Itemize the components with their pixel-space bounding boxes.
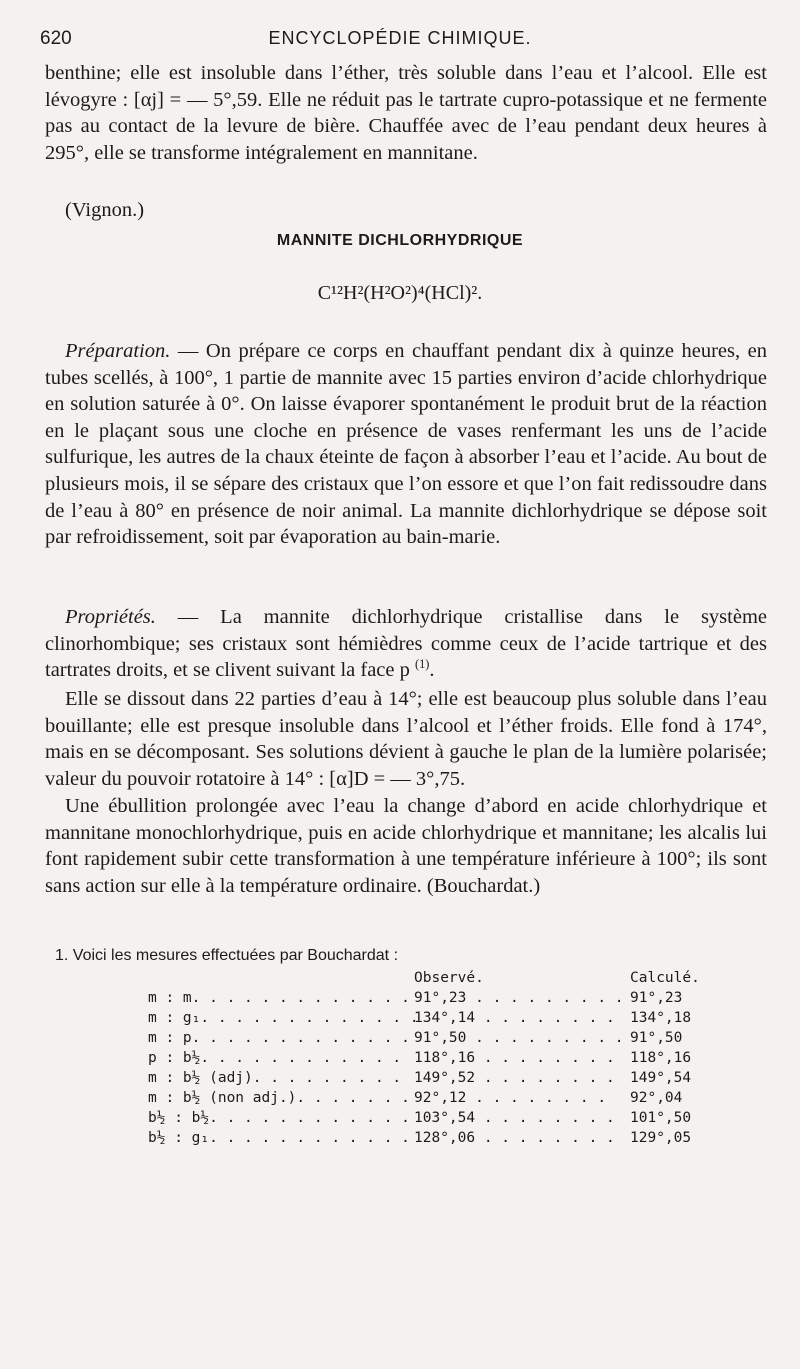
row-label: m : b½ (non adj.). . . . . . . xyxy=(148,1090,410,1106)
row-observed: 91°,50 . . . . . . . . . xyxy=(414,1030,624,1046)
properties-paragraph xyxy=(45,604,767,684)
boiling-paragraph: Une ébullition prolongée avec l’eau la change d’abord en acide chlorhydrique et mannitane monochlorhydrique, puis en acide chlorhydrique et mannitane; les alcalis lui font rapidement subir cette transformation à une température inférieure à 100°; ils sont sans action sur elle à la température ordinaire. (Bouchardat.) xyxy=(45,795,767,897)
solubility-paragraph: Elle se dissout dans 22 parties d’eau à 14°; elle est beaucoup plus soluble dans l’eau bouillante; elle est presque insoluble dans l’alcool et l’éther froids. Elle fond à 174°, mais en se décomposant. Ses solutions dévient à gauche le plan de la lumière polarisée; valeur du pouvoir rotatoire à 14° : [α]D = — 3°,75. xyxy=(45,688,767,790)
row-calculated: 91°,23 xyxy=(630,990,683,1006)
row-calculated: 101°,50 xyxy=(630,1110,692,1126)
footnote-reference[interactable]: (1) xyxy=(415,657,430,672)
properties-text-end: . xyxy=(429,659,435,682)
citation-vignon: (Vignon.) xyxy=(65,199,145,221)
row-observed: 118°,16 . . . . . . . . xyxy=(414,1050,615,1066)
row-calculated: 129°,05 xyxy=(630,1130,692,1146)
row-label: m : b½ (adj). . . . . . . . . xyxy=(148,1070,402,1086)
row-calculated: 118°,16 xyxy=(630,1050,692,1066)
page-number: 620 xyxy=(40,28,72,49)
intro-paragraph: benthine; elle est insoluble dans l’éther, très soluble dans l’eau et l’alcool. Elle est lévogyre : [αj] = — 5°,59. Elle ne réduit pas le tartrate cupro-potassique et ne fermente pas au contact de la levure de bière. Chauffée avec de l’eau pendant deux heures à 295°, elle se transforme intégralement en mannitane. xyxy=(45,62,767,164)
row-observed: 103°,54 . . . . . . . . xyxy=(414,1110,615,1126)
row-calculated: 91°,50 xyxy=(630,1030,683,1046)
running-head: ENCYCLOPÉDIE CHIMIQUE. xyxy=(268,28,532,48)
row-calculated: 92°,04 xyxy=(630,1090,683,1106)
preparation-text: — On prépare ce corps en chauffant pendant dix à quinze heures, en tubes scellés, à 100°, 1 partie de mannite avec 15 parties environ d’acide chlorhydrique en solution saturée à 0°. On laisse évaporer spontanément le produit brut de la réaction en le plaçant sous une cloche en présence de vases renfermant les uns de l’acide sulfurique, les autres de la chaux éteinte de façon à absorber l’eau et l’acide. Au bout de plusieurs mois, il se sépare des cristaux que l’on essore et que l’on fait redissoudre dans de l’eau à 80° en présence de noir animal. La mannite dichlorhydrique se dépose soit par refroidissement, soit par évaporation au bain-marie. xyxy=(45,340,767,549)
page-header xyxy=(40,28,760,52)
row-observed: 92°,12 . . . . . . . . xyxy=(414,1090,607,1106)
row-observed: 134°,14 . . . . . . . . xyxy=(414,1010,615,1026)
row-label: m : p. . . . . . . . . . . . . xyxy=(148,1030,410,1046)
chemical-formula: C¹²H²(H²O²)⁴(HCl)². xyxy=(317,282,483,304)
preparation-label: Préparation. xyxy=(65,340,171,362)
properties-text: — La mannite dichlorhydrique cristallise dans le système clinorhombique; ses cristaux sont hémièdres comme ceux de l’acide tartrique et des tartrates droits, et se clivent suivant la face p xyxy=(45,606,767,682)
table-row xyxy=(0,990,800,1010)
table-row xyxy=(0,1130,800,1150)
properties-label: Propriétés. xyxy=(65,606,156,628)
table-row xyxy=(0,1010,800,1030)
row-label: p : b½. . . . . . . . . . . . xyxy=(148,1050,402,1066)
footnote-intro: 1. Voici les mesures effectuées par Bouchardat : xyxy=(55,947,399,964)
table-row xyxy=(0,1050,800,1070)
row-label: m : g₁. . . . . . . . . . . . . xyxy=(148,1010,419,1026)
row-label: b½ : b½. . . . . . . . . . . . xyxy=(148,1110,410,1126)
table-row xyxy=(0,1090,800,1110)
row-calculated: 134°,18 xyxy=(630,1010,692,1026)
row-observed: 149°,52 . . . . . . . . xyxy=(414,1070,615,1086)
row-label: b½ : g₁. . . . . . . . . . . . xyxy=(148,1130,410,1146)
table-row xyxy=(0,1070,800,1090)
row-observed: 128°,06 . . . . . . . . xyxy=(414,1130,615,1146)
table-row xyxy=(0,1110,800,1130)
preparation-paragraph xyxy=(45,338,767,551)
row-observed: 91°,23 . . . . . . . . . xyxy=(414,990,624,1006)
col-calculated-header: Calculé. xyxy=(630,970,700,986)
section-title: MANNITE DICHLORHYDRIQUE xyxy=(276,232,524,249)
table-row xyxy=(0,1030,800,1050)
col-observed-header: Observé. xyxy=(414,970,484,986)
row-label: m : m. . . . . . . . . . . . . xyxy=(148,990,410,1006)
row-calculated: 149°,54 xyxy=(630,1070,692,1086)
